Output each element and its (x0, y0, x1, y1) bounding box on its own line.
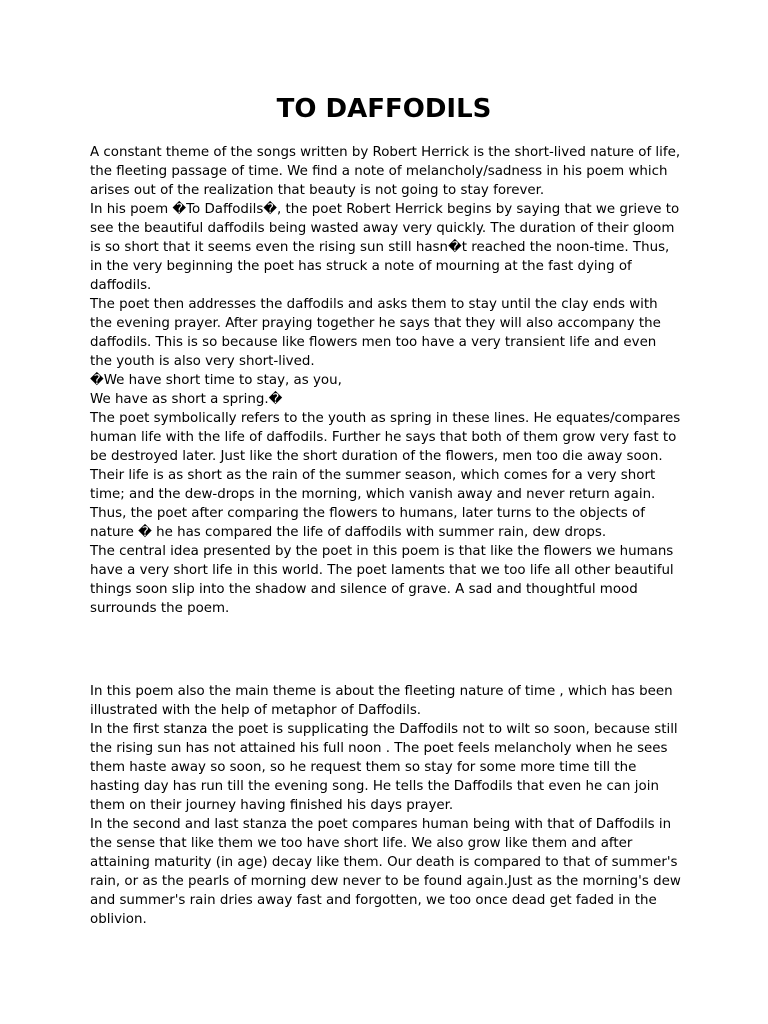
paragraph: In this poem also the main theme is about the fleeting nature of time , which has been illustrated with the help of metaphor of Daffodils. (90, 684, 673, 718)
paragraph: In the second and last stanza the poet compares human being with that of Daffodils in the sense that like them we too have short life. We also grow like them and after attaining maturity (in age) decay like them. Our death is compared to that of summer's rain, or as the pearls of morning dew never to be found again.Just as the morning's dew and summer's rain dries away fast and forgotten, we too once dead get faded in the oblivion. (90, 817, 681, 927)
document-title: TO DAFFODILS (276, 94, 492, 124)
section-2 (90, 682, 682, 929)
poem-quote-line: We have as short a spring.� (90, 392, 283, 407)
paragraph: The central idea presented by the poet in this poem is that like the flowers we humans have a very short life in this world. The poet laments that we too life all other beautiful things soon slip into the shadow and silence of grave. A sad and thoughtful mood surrounds the poem. (90, 544, 674, 616)
poem-quote-line: �We have short time to stay, as you, (90, 373, 342, 388)
paragraph: The poet then addresses the daffodils and asks them to stay until the clay ends with the evening prayer. After praying together he says that they will also accompany the daffodils. This is so because like flowers men too have a very transient life and even the youth is also very short-lived. (90, 297, 661, 369)
paragraph: A constant theme of the songs written by Robert Herrick is the short-lived nature of life, the fleeting passage of time. We find a note of melancholy/sadness in his poem which arises out of the realization that beauty is not going to stay forever. (90, 145, 681, 198)
section-1 (90, 143, 682, 618)
paragraph: The poet symbolically refers to the youth as spring in these lines. He equates/compares human life with the life of daffodils. Further he says that both of them grow very fast to be destroyed later. Just like the short duration of the flowers, men too die away soon. Their life is as short as the rain of the summer season, which comes for a very short time; and the dew-drops in the morning, which vanish away and never return again. Thus, the poet after comparing the flowers to humans, later turns to the objects of nature � he has compared the life of daffodils with summer rain, dew drops. (90, 411, 681, 540)
paragraph: In the first stanza the poet is supplicating the Daffodils not to wilt so soon, because still the rising sun has not attained his full noon . The poet feels melancholy when he sees them haste away so soon, so he request them so stay for some more time till the hasting day has run till the evening song. He tells the Daffodils that even he can join them on their journey having finished his days prayer. (90, 722, 678, 813)
paragraph: In his poem �To Daffodils�, the poet Robert Herrick begins by saying that we grieve to see the beautiful daffodils being wasted away very quickly. The duration of their gloom is so short that it seems even the rising sun still hasn�t reached the noon-time. Thus, in the very beginning the poet has struck a note of mourning at the fast dying of daffodils. (90, 202, 680, 293)
